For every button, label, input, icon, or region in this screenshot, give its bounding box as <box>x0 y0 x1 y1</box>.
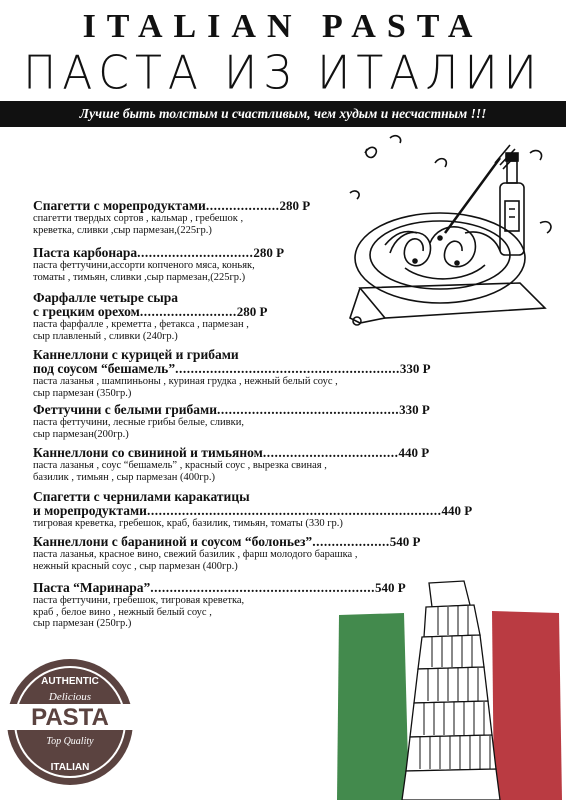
dish-description: паста лазанья, красное вино, свежий базилик , фарш молодого барашка , <box>33 549 358 560</box>
dish-title: Паста “Маринара” <box>33 580 151 595</box>
menu-item: Паста “Маринара”..........................................................540 Р паста феттучини, гребешок, тигровая креветка, краб , белое вино , нежный белый соус , сыр пармезан (250гр.) <box>33 580 406 629</box>
pasta-plate-illustration <box>345 133 560 343</box>
dish-price: 330 Р <box>399 361 431 376</box>
leaning-tower-illustration <box>334 575 564 800</box>
badge-banner-text: Top Quality <box>46 736 94 747</box>
badge-top-text: AUTHENTIC <box>41 676 99 687</box>
dish-price: 440 Р <box>441 503 473 518</box>
menu-item: Паста карбонара..............................280 Р паста феттучини,ассорти копченого мяса, коньяк, томаты , тимьян, сливки ,сыр пармезан,(225гр.) <box>33 246 353 283</box>
dish-title: с грецким орехом <box>33 304 140 319</box>
menu-item: Каннеллони с курицей и грибами под соусом “бешамель”..........................................................330 Р паста лазанья , шампиньоны , куриная грудка , нежный белый соус , сыр пармезан (350гр.) <box>33 348 473 399</box>
dish-description: сыр пармезан (250гр.) <box>33 618 132 629</box>
dish-price: 330 Р <box>399 402 430 417</box>
authentic-pasta-badge <box>2 652 142 792</box>
dish-description: нежный красный соус , сыр пармезан (400гр.) <box>33 560 238 572</box>
menu-item: Спагетти с морепродуктами...................280 Р спагетти твердых сортов , кальмар , гребешок , креветка, сливки ,сыр пармезан,(225гр.) <box>33 199 353 236</box>
title-en: ITALIAN PASTA <box>82 8 484 45</box>
dish-description: паста фарфалле , креметта , фетакса , пармезан , <box>33 319 249 330</box>
slogan-banner: Лучше быть толстым и счастливым, чем худым и несчастным !!! <box>0 101 566 127</box>
dish-title: Каннеллони со свининой и тимьяном <box>33 445 263 460</box>
dish-description: сыр пармезан (350гр.) <box>33 387 132 399</box>
dish-description: паста лазанья , соус “бешамель” , красный соус , вырезка свиная , <box>33 460 327 471</box>
dish-price: 540 Р <box>374 580 406 595</box>
dish-description: паста феттучини, лесные грибы белые, сливки, <box>33 417 244 428</box>
dish-description: сыр пармезан(200гр.) <box>33 428 129 440</box>
title-ru: ПАСТА ИЗ ИТАЛИИ <box>23 46 543 101</box>
dish-description: креветка, сливки ,сыр пармезан,(225гр.) <box>33 224 212 236</box>
badge-bottom-text: ITALIAN <box>50 762 90 773</box>
dish-title: Фарфалле четыре сыра <box>33 290 179 305</box>
menu-item: Фарфалле четыре сыра с грецким орехом.........................280 Р паста фарфалле , креметта , фетакса , пармезан , сыр плавленый , сливки (240гр.) <box>33 291 353 342</box>
menu-item: Каннеллони с бараниной и соусом “болоньез”....................540 Р паста лазанья, красное вино, свежий базилик , фарш молодого барашка , нежный красный соус , сыр пармезан (400гр.) <box>33 535 473 572</box>
dish-description: базилик , тимьян , сыр пармезан (400гр.) <box>33 471 215 483</box>
badge-script-text: Delicious <box>48 691 92 703</box>
dish-description: паста феттучини, гребешок, тигровая креветка, <box>33 595 245 606</box>
dish-title: Каннеллони с курицей и грибами <box>33 347 239 362</box>
dish-description: тигровая креветка, гребешок, краб, базилик, тимьян, томаты (330 гр.) <box>33 518 343 529</box>
dish-price: 280 Р <box>236 304 268 319</box>
dish-description: томаты , тимьян, сливки ,сыр пармезан,(225гр.) <box>33 271 246 283</box>
dish-title: под соусом “бешамель” <box>33 361 176 376</box>
dish-price: 440 Р <box>398 445 430 460</box>
dish-description: спагетти твердых сортов , кальмар , гребешок , <box>33 213 244 224</box>
menu-item: Феттучини с белыми грибами...............................................330 Р паста феттучини, лесные грибы белые, сливки, сыр пармезан(200гр.) <box>33 403 473 440</box>
dish-description: паста лазанья , шампиньоны , куриная грудка , нежный белый соус , <box>33 376 338 387</box>
dish-price: 280 Р <box>253 245 285 260</box>
dish-title: Феттучини с белыми грибами <box>33 402 218 417</box>
dish-price: 540 Р <box>389 534 421 549</box>
dish-description: паста феттучини,ассорти копченого мяса, коньяк, <box>33 260 255 271</box>
menu-item: Каннеллони со свининой и тимьяном...................................440 Р паста лазанья , соус “бешамель” , красный соус , вырезка свиная , базилик , тимьян , сыр пармезан (400гр.) <box>33 446 473 483</box>
dish-title: Каннеллони с бараниной и соусом “болоньез” <box>33 534 313 549</box>
dish-title: и морепродуктами <box>33 503 147 518</box>
menu-item: Спагетти с чернилами каракатицы и морепродуктами............................................................................440 Р тигровая креветка, гребешок, краб, базилик, тимьян, томаты (330 гр.) <box>33 489 473 529</box>
badge-main-text: PASTA <box>31 704 109 731</box>
dish-title: Спагетти с чернилами каракатицы <box>33 489 250 504</box>
dish-title: Паста карбонара <box>33 245 138 260</box>
dish-description: сыр плавленый , сливки (240гр.) <box>33 330 178 342</box>
dish-price: 280 Р <box>279 198 311 213</box>
dish-description: краб , белое вино , нежный белый соус , <box>33 606 212 618</box>
dish-title: Спагетти с морепродуктами <box>33 198 206 213</box>
